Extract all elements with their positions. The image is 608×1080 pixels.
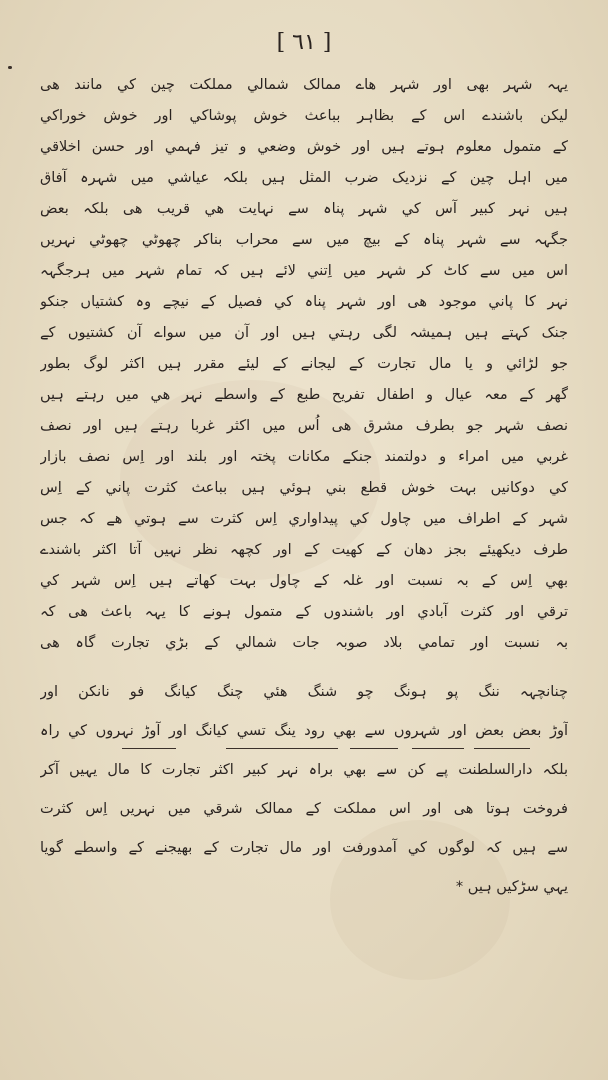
text-line: آوڑ بعض بعض اور شہروں سے بھي رود ینگ تسي کیانگ اور آوڑ نہروں کي راہ <box>40 723 568 739</box>
text-line: جگہہ سے شہر پناہ کے بیچ میں سے محراب بناکر چھوٹي چھوٹي نہریں <box>40 232 568 248</box>
text-line: یہہ شہر بھی اور شہر ھاے ممالک شمالي مملکت چین کي مانند ھی <box>40 77 568 93</box>
text-line: غربي میں امراء و دولتمند جنکے مکانات پختہ اور بلند اور اِس نصف بازار <box>40 449 568 465</box>
text-line: میں اہل چین کے نزدیک ضرب المثل ہیں بلکہ عیاشي میں شہرہ آفاق <box>40 170 568 186</box>
place-name-underline <box>226 748 338 749</box>
text-line: نہر کا پاني موجود ھی اور شہر پناہ کي فصیل کے نیچے وہ کشتیاں جنکو <box>40 294 568 310</box>
text-line: فروخت ہوتا ھی اور اس مملکت کے ممالک شرقي میں نہریں اِس کثرت <box>40 801 568 817</box>
body-text <box>40 70 568 903</box>
text-line: چنانچہہ ننگ پو ہونگ چو شنگ ھئي چنگ کیانگ فو نانکن اور <box>40 684 568 700</box>
text-line: بلکہ دارالسلطنت پے کن سے بھي براہ نہر کبیر اکثر تجارت کا مال یہیں آکر <box>40 762 568 778</box>
text-line: جو لڑائي و یا مال تجارت کے لیجانے کے لیئے مقرر ہیں اکثر لوگ بطور <box>40 356 568 372</box>
place-name-underline <box>350 748 398 749</box>
text-line: اس میں سے کاٹ کر شہر میں اِتني لائے ہیں کہ تمام شہر میں ہرجگہہ <box>40 263 568 279</box>
text-line: بہ نسبت اور تمامي بلاد صوبہ جات شمالي کے بڑي تجارت گاہ ھی <box>40 635 568 651</box>
text-line: شہر کے اطراف میں چاول کي پیداواري اِس کثرت سے ہوتي ھے کہ جس <box>40 511 568 527</box>
text-line: گھر کے معہ عیال و اطفال تفریح طبع کے واسطے نہر ھي میں رہتے ہیں <box>40 387 568 403</box>
page-number: [ ٦١ ] <box>276 30 332 55</box>
text-line: کي دوکانیں بہت خوش قطع بني ہوئي ہیں بباعث کثرت پاني کے اِس <box>40 480 568 496</box>
text-line: کے متمول معلوم ہوتے ہیں اور خوش وضعي و تیز فہمي اور حسن اخلاقي <box>40 139 568 155</box>
text-line: یہي سڑکیں ہیں * <box>455 879 568 895</box>
text-line: جنک کہتے ہیں ہمیشہ لگی رہتي ہیں اور آن میں سواے آن کشتیوں کے <box>40 325 568 341</box>
text-line: بھي اِس کے بہ نسبت اور غلہ کے چاول بہت کھاتے ہیں اِس شہر کي <box>40 573 568 589</box>
ink-mark <box>8 66 12 69</box>
place-name-underline <box>474 748 530 749</box>
text-line: سے ہیں کہ لوگوں کي آمدورفت اور مال تجارت کے بھیجنے کے واسطے گویا <box>40 840 568 856</box>
text-line: طرف دیکھیئے بجز دھان کے کھیت کے اور کچھہ نظر نہیں آتا اکثر باشندے <box>40 542 568 558</box>
place-name-underline <box>412 748 464 749</box>
place-name-underline <box>122 748 176 749</box>
text-line: ترقي اور کثرت آبادي اور باشندوں کے متمول ہونے کا یہہ باعث ھی کہ <box>40 604 568 620</box>
text-line: نصف شہر جو بطرف مشرق ھی اُس میں اکثر غربا رہتے ہیں اور نصف <box>40 418 568 434</box>
text-line: لیکن باشندے اس کے بظاہر بباعث خوش پوشاکي اور خوش خوراکي <box>40 108 568 124</box>
text-line: ہیں نہر کبیر آس کي شہر پناہ سے نہایت ھي قریب ھی بلکہ بعض <box>40 201 568 217</box>
